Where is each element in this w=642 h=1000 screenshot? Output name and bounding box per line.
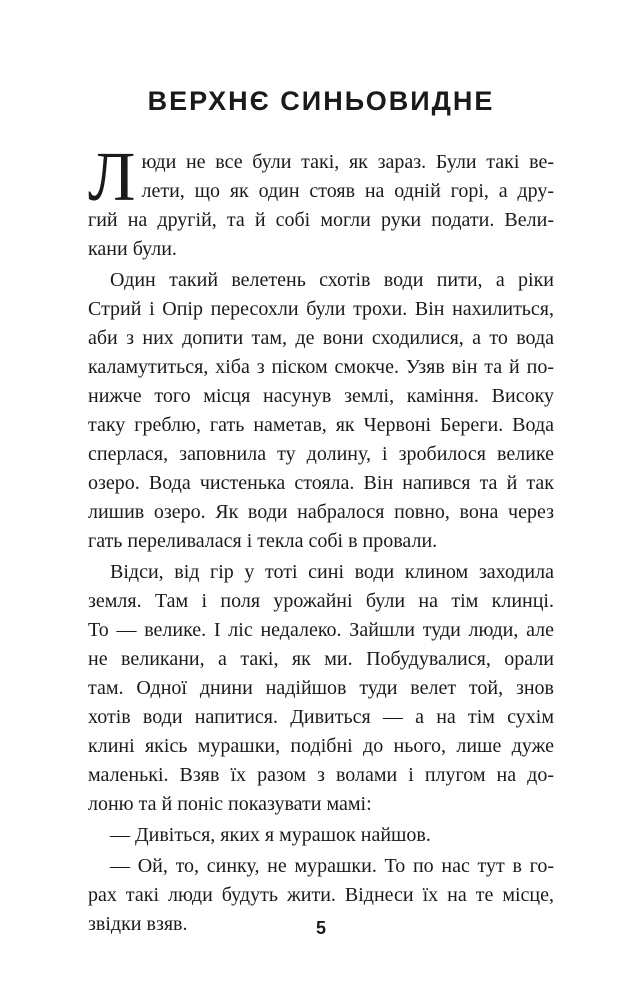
- text-line: озеро. Вода чистенька стояла. Він напився та й так: [88, 472, 554, 494]
- text-line: гать переливалася і текла собі в провали.: [88, 530, 438, 552]
- chapter-title: ВЕРХНЄ СИНЬОВИДНЕ: [147, 86, 495, 116]
- text-line: таку греблю, гать наметав, як Червоні Береги. Вода: [88, 414, 554, 436]
- text-line: сперлася, заповнила ту долину, і зробилося велике: [88, 443, 554, 465]
- paragraph: [88, 821, 554, 850]
- paragraph: [88, 266, 554, 556]
- text-line: не великани, а такі, як ми. Побудувалися, орали: [88, 648, 554, 670]
- paragraph: [88, 139, 554, 264]
- text-line: рах такі люди будуть жити. Віднеси їх на те місце,: [88, 884, 554, 906]
- text-line: хотів води напитися. Дивиться — а на тім сухім: [88, 706, 554, 728]
- text-line: юди не все були такі, як зараз. Були такі ве-: [141, 151, 554, 173]
- text-line: лишив озеро. Як води набралося повно, вона через: [88, 501, 554, 523]
- text-line: маленькі. Взяв їх разом з волами і плугом на до-: [88, 764, 554, 786]
- text-line: Один такий велетень схотів води пити, а ріки: [110, 269, 554, 291]
- text-line: звідки взяв.: [88, 913, 188, 935]
- text-line: — Дивіться, яких я мурашок найшов.: [110, 824, 431, 846]
- text-line: — Ой, то, синку, не мурашки. То по нас тут в го-: [110, 855, 554, 877]
- drop-cap: Л: [88, 139, 136, 216]
- body-text: [88, 139, 554, 941]
- page-number: 5: [315, 918, 326, 938]
- text-line: Відси, від гір у тоті сині води клином заходила: [110, 561, 554, 583]
- text-line: лети, що як один стояв на одній горі, а дру-: [141, 180, 554, 202]
- text-line: Стрий і Опір пересохли були трохи. Він нахилиться,: [88, 298, 554, 320]
- text-line: аби з них допити там, де вони сходилися, а то вода: [88, 327, 554, 349]
- paragraph: [88, 558, 554, 819]
- text-line: кани були.: [88, 238, 177, 260]
- text-line: там. Одної днини надійшов туди велет той, знов: [88, 677, 554, 699]
- text-line: То — велике. І ліс недалеко. Зайшли туди люди, але: [88, 619, 554, 641]
- text-line: клині якісь мурашки, подібні до нього, лише дуже: [88, 735, 554, 757]
- text-line: земля. Там і поля урожайні були на тім клинці.: [88, 590, 554, 612]
- text-line: нижче того місця насунув землі, каміння. Високу: [88, 385, 554, 407]
- text-line: лоню та й поніс показувати мамі:: [88, 793, 372, 815]
- text-line: каламутиться, хіба з піском смокче. Узяв він та й по-: [88, 356, 554, 378]
- text-line: гий на другій, та й собі могли руки подати. Вели-: [88, 209, 554, 231]
